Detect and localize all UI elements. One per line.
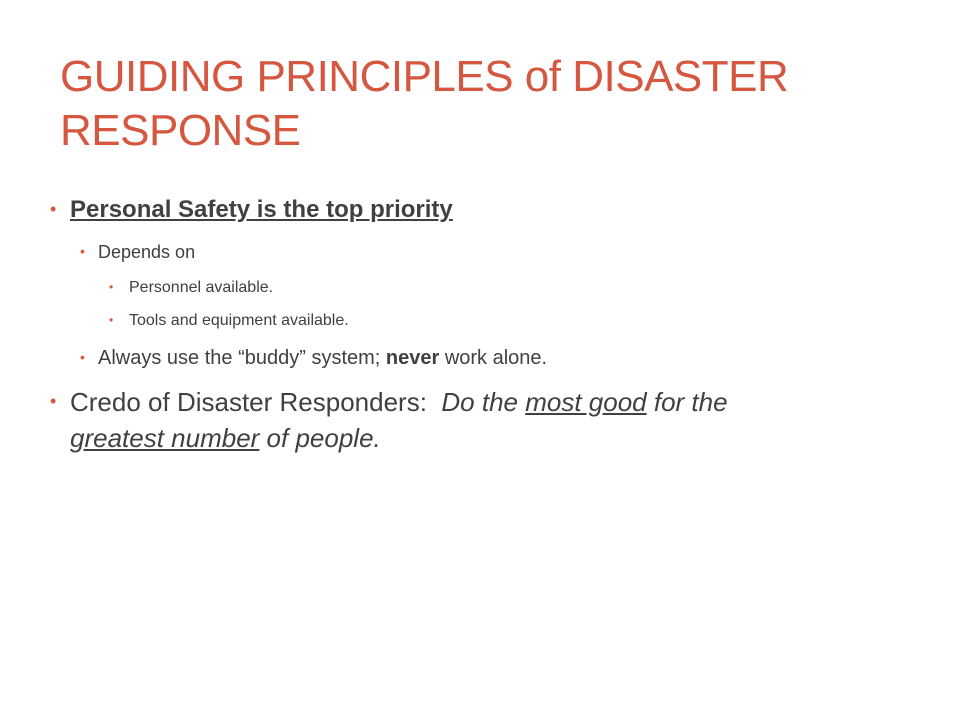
credo-paragraph xyxy=(70,384,900,456)
bullet-dot-icon: • xyxy=(50,199,57,219)
bullet-dot-icon: • xyxy=(80,243,85,259)
credo-greatest-number: greatest number xyxy=(70,423,260,453)
credo-most-good: most good xyxy=(525,387,647,417)
credo-of-people: of people. xyxy=(259,423,381,453)
credo-do-the: Do the xyxy=(441,387,526,417)
bullet-text: Tools and equipment available. xyxy=(129,312,349,329)
buddy-text-after: work alone. xyxy=(439,347,548,369)
slide-title: GUIDING PRINCIPLES of DISASTER RESPONSE xyxy=(60,52,789,155)
credo-line-2 xyxy=(70,420,900,456)
bullet-text: Depends on xyxy=(98,242,196,262)
credo-line-1 xyxy=(70,384,900,420)
credo-for-the: for the xyxy=(646,387,728,417)
bullet-dot-icon: • xyxy=(80,349,85,365)
bullet-dot-icon: • xyxy=(109,280,114,294)
bullet-dot-icon: • xyxy=(109,313,114,327)
buddy-text-never: never xyxy=(385,347,440,369)
bullet-text: Personal Safety is the top priority xyxy=(70,196,453,223)
buddy-text-before: Always use the “buddy” system; xyxy=(98,347,386,369)
bullet-text xyxy=(98,344,547,372)
credo-lead: Credo of Disaster Responders: xyxy=(70,387,442,417)
bullet-text: Personnel available. xyxy=(129,279,274,296)
bullet-dot-icon: • xyxy=(50,391,57,411)
